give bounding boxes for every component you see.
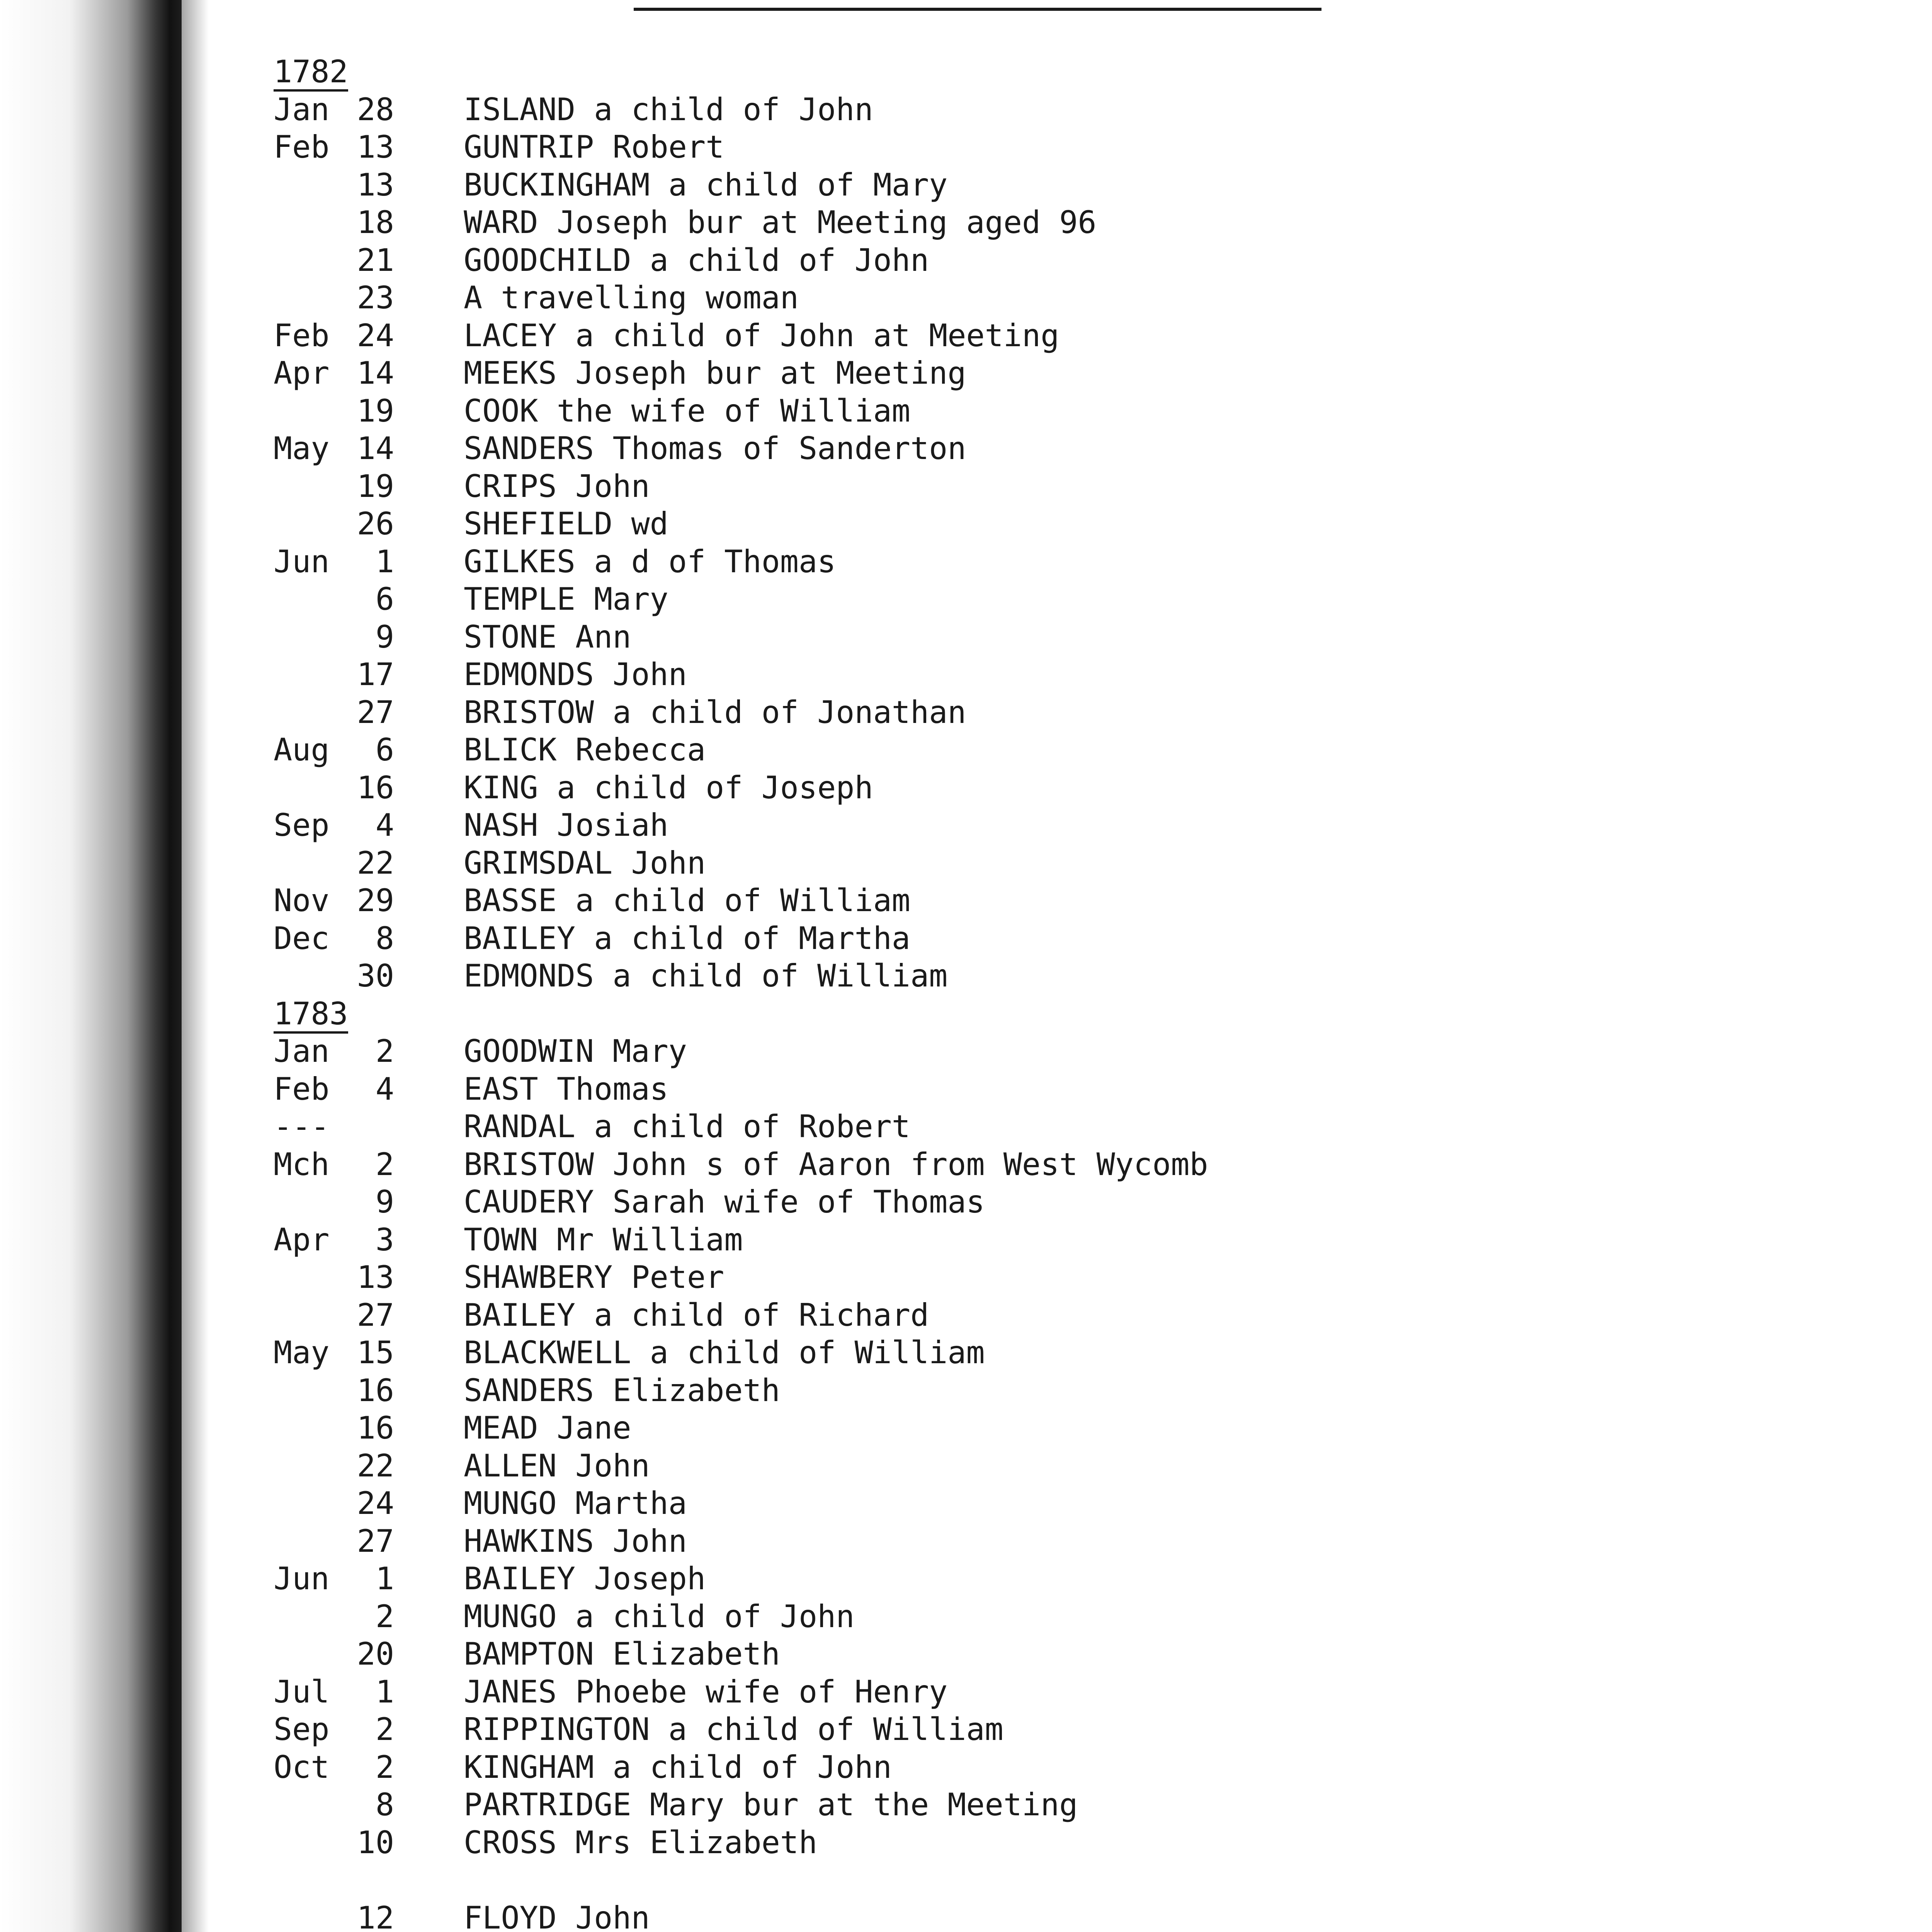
register-row [270,1220,1932,1258]
entry-day: 1 [375,543,394,580]
entry-month: Sep [274,1711,330,1747]
entry-text: CRIPS John [464,468,650,504]
register-row [270,806,1932,844]
register-row [270,1258,1932,1296]
entry-month: Aug [274,732,330,768]
register-row [270,1408,1932,1446]
register-row [270,1748,1932,1786]
entry-day: 29 [357,883,394,918]
entry-day: 1 [375,1561,394,1597]
register-row [270,203,1932,241]
register-row [270,693,1932,731]
register-row [270,165,1932,203]
year-heading: 1783 [274,997,348,1034]
entry-text: STONE Ann [464,619,631,655]
entry-month: Apr [274,1221,330,1258]
entry-day: 1 [375,1673,394,1710]
entry-day: 9 [375,1184,394,1220]
entry-day: 23 [357,280,394,316]
entry-text: MEEKS Joseph bur at Meeting [464,355,966,391]
register-row [270,90,1932,128]
entry-text: TOWN Mr William [464,1221,743,1258]
entry-text: SANDERS Thomas of Sanderton [464,430,966,466]
entry-day: 19 [357,393,394,429]
register-row [270,278,1932,316]
entry-day: 6 [375,732,394,768]
entry-day: 30 [357,958,394,994]
register-row [270,504,1932,542]
entry-text: BAILEY a child of Martha [464,920,910,956]
year-heading-row [270,994,1932,1032]
register-row [270,467,1932,505]
register-row [270,956,1932,994]
entry-day: 24 [357,317,394,354]
entry-day: 2 [375,1711,394,1747]
entry-text: ISLAND a child of John [464,91,873,128]
entry-text: EDMONDS John [464,656,687,692]
register-row [270,241,1932,279]
burial-register [270,52,1932,1932]
entry-month: May [274,1335,330,1371]
register-row [270,1446,1932,1484]
entry-day: 28 [357,91,394,128]
entry-day: 16 [357,1372,394,1408]
cut-off-header [634,0,1321,11]
entry-day: 22 [357,1447,394,1484]
register-row [270,1634,1932,1672]
entry-text: EDMONDS a child of William [464,958,948,994]
year-heading: 1782 [274,54,348,92]
gutter-shadow [182,0,209,1932]
entry-day: 27 [357,1297,394,1333]
entry-text: JANES Phoebe wife of Henry [464,1673,948,1710]
entry-text: BRISTOW John s of Aaron from West Wycomb [464,1146,1208,1182]
entry-month: Jun [274,1561,330,1597]
register-row [270,919,1932,957]
entry-text: FLOYD John [464,1900,650,1932]
entry-text: WARD Joseph bur at Meeting aged 96 [464,204,1097,240]
entry-text: BAILEY a child of Richard [464,1297,929,1333]
entry-text: MUNGO Martha [464,1485,687,1521]
entry-month: Jun [274,543,330,580]
entry-month: Dec [274,920,330,956]
entry-day: 27 [357,694,394,730]
entry-day: 3 [375,1221,394,1258]
binding-gutter [0,0,182,1932]
entry-month: --- [274,1109,330,1145]
entry-day: 16 [357,769,394,806]
entry-day: 14 [357,430,394,466]
entry-day: 2 [375,1749,394,1785]
entry-day: 9 [375,619,394,655]
register-row [270,1333,1932,1371]
entry-day: 27 [357,1523,394,1559]
register-row [270,391,1932,429]
register-row [270,1484,1932,1522]
register-row [270,128,1932,165]
entry-text: GRIMSDAL John [464,845,706,881]
entry-text: GOODWIN Mary [464,1033,687,1069]
entry-day: 2 [375,1033,394,1069]
entry-month: Nov [274,883,330,918]
register-row [270,655,1932,693]
entry-month: Sep [274,807,330,843]
register-row [270,881,1932,919]
entry-text: RIPPINGTON a child of William [464,1711,1003,1747]
register-row [270,1145,1932,1183]
entry-month: Feb [274,129,330,165]
register-row [270,1070,1932,1107]
register-row [270,580,1932,617]
register-row [270,844,1932,881]
entry-day: 18 [357,204,394,240]
register-row [270,1597,1932,1635]
entry-text: KING a child of Joseph [464,769,873,806]
entry-month: Feb [274,1071,330,1107]
entry-day: 2 [375,1146,394,1182]
entry-month: May [274,430,330,466]
entry-month: Oct [274,1749,330,1785]
entry-text: BAMPTON Elizabeth [464,1636,780,1672]
entry-day: 12 [357,1900,394,1932]
entry-day: 8 [375,920,394,956]
entry-day: 19 [357,468,394,504]
entry-text: TEMPLE Mary [464,581,668,617]
year-heading-row [270,52,1932,90]
entry-text: SANDERS Elizabeth [464,1372,780,1408]
entry-day: 13 [357,1259,394,1295]
entry-day: 2 [375,1598,394,1634]
register-row [270,730,1932,768]
entry-month: Feb [274,317,330,354]
entry-text: SHAWBERY Peter [464,1259,724,1295]
entry-month: Jan [274,91,330,128]
entry-text: BLACKWELL a child of William [464,1335,985,1371]
entry-day: 21 [357,242,394,278]
entry-text: RANDAL a child of Robert [464,1109,910,1145]
entry-day: 15 [357,1335,394,1371]
entry-month: Jul [274,1673,330,1710]
register-row [270,1107,1932,1145]
margin-note [1020,1820,1932,1932]
entry-text: BAILEY Joseph [464,1561,706,1597]
entry-day: 8 [375,1787,394,1823]
entry-text: EAST Thomas [464,1071,668,1107]
entry-day: 10 [357,1824,394,1861]
entry-text: KINGHAM a child of John [464,1749,892,1785]
entry-month: Apr [274,355,330,391]
entry-day: 26 [357,506,394,542]
register-row [270,1296,1932,1333]
register-row [270,429,1932,467]
entry-text: A travelling woman [464,280,799,316]
entry-text: HAWKINS John [464,1523,687,1559]
entry-text: GUNTRIP Robert [464,129,724,165]
entry-text: BRISTOW a child of Jonathan [464,694,966,730]
entry-month: Jan [274,1033,330,1069]
entry-day: 13 [357,129,394,165]
entry-day: 16 [357,1410,394,1446]
register-row [270,1672,1932,1710]
entry-text: ALLEN John [464,1447,650,1484]
entry-text: BASSE a child of William [464,883,910,918]
entry-day: 14 [357,355,394,391]
entry-day: 6 [375,581,394,617]
register-row [270,542,1932,580]
register-row [270,1032,1932,1070]
register-row [270,617,1932,655]
register-row [270,1785,1932,1823]
entry-text: MEAD Jane [464,1410,631,1446]
note-line-1 [1020,1895,1932,1932]
register-row [270,768,1932,806]
register-row [270,1522,1932,1560]
entry-text: COOK the wife of William [464,393,910,429]
entry-day: 13 [357,167,394,203]
entry-text: MUNGO a child of John [464,1598,855,1634]
entry-text: BUCKINGHAM a child of Mary [464,167,948,203]
register-row [270,1371,1932,1409]
entry-text: SHEFIELD wd [464,506,668,542]
entry-text: LACEY a child of John at Meeting [464,317,1060,354]
entry-day: 4 [375,1071,394,1107]
entry-text: CAUDERY Sarah wife of Thomas [464,1184,985,1220]
entry-day: 20 [357,1636,394,1672]
entry-day: 17 [357,656,394,692]
entry-text: BLICK Rebecca [464,732,706,768]
entry-text: GOODCHILD a child of John [464,242,929,278]
entry-text: NASH Josiah [464,807,668,843]
entry-month: Mch [274,1146,330,1182]
register-row [270,1710,1932,1748]
entry-day: 22 [357,845,394,881]
register-row [270,1559,1932,1597]
entry-day: 4 [375,807,394,843]
register-row [270,316,1932,354]
entry-text: GILKES a d of Thomas [464,543,836,580]
entry-text: PARTRIDGE Mary bur at the Meeting [464,1787,1078,1823]
register-row [270,354,1932,391]
register-row [270,1182,1932,1220]
entry-text: CROSS Mrs Elizabeth [464,1824,818,1861]
entry-day: 24 [357,1485,394,1521]
